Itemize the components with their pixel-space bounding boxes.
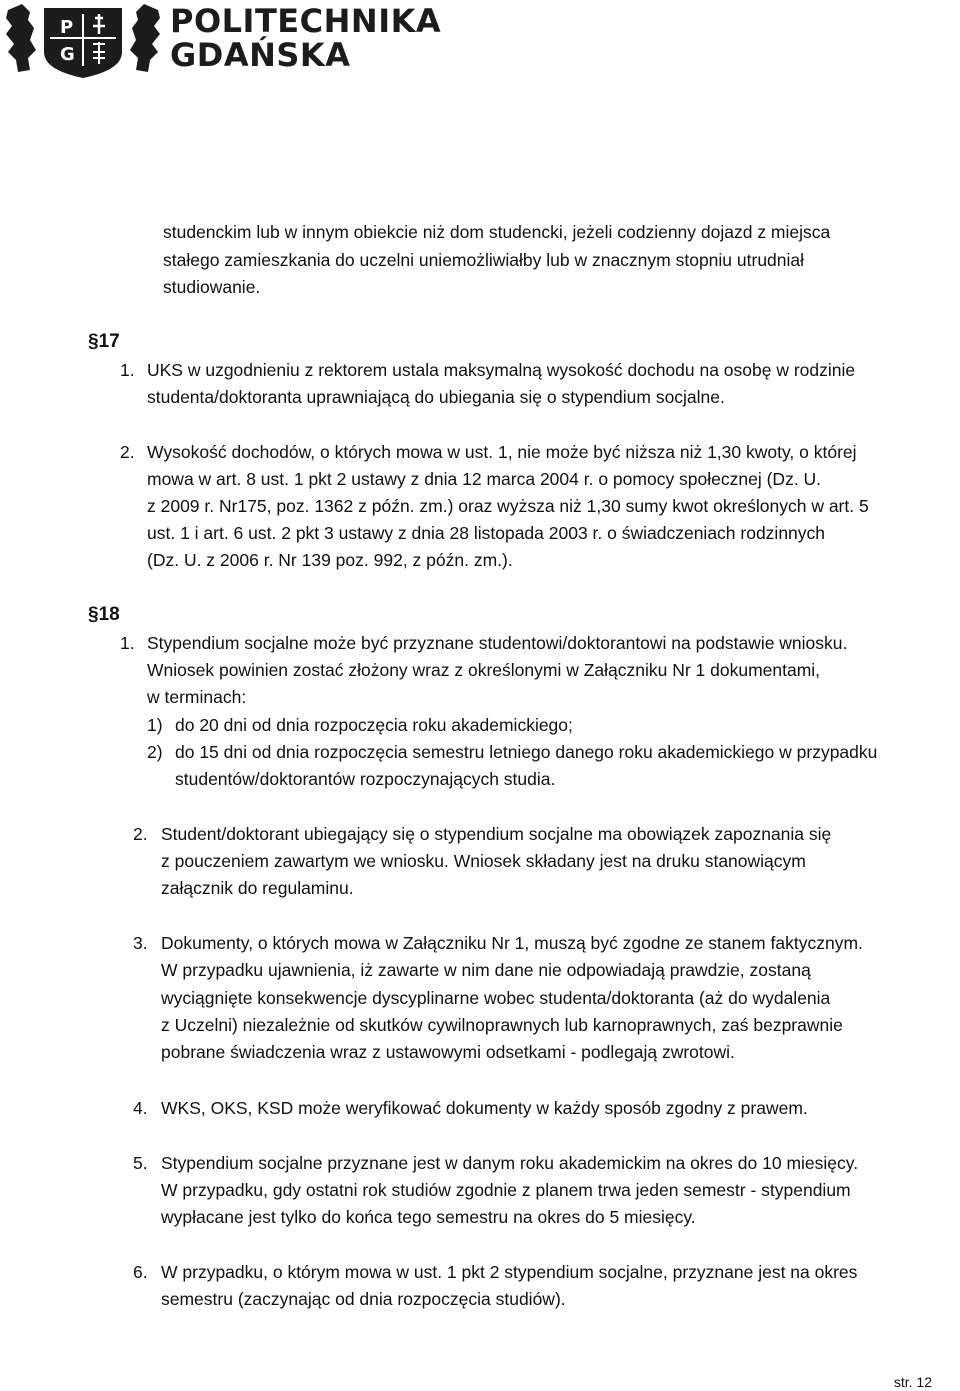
text-line: stałego zamieszkania do uczelni uniemożliwiałby lub w znacznym stopniu utrudniał: [163, 250, 805, 270]
text-line: WKS, OKS, KSD może weryfikować dokumenty w każdy sposób zgodny z prawem.: [161, 1098, 808, 1118]
text-line: studiowanie.: [163, 277, 261, 297]
list-number: 2.: [133, 824, 148, 844]
text-line: z 2009 r. Nr175, poz. 1362 z późn. zm.) oraz wyższa niż 1,30 sumy kwot określonych w art. 5: [147, 496, 869, 516]
list-number: 1): [147, 715, 163, 735]
list-number: 2.: [120, 442, 135, 462]
text-line: w terminach:: [147, 687, 247, 707]
text-line: do 15 dni od dnia rozpoczęcia semestru letniego danego roku akademickiego w przypadku: [175, 742, 878, 762]
emblem-letter-p: P: [60, 17, 74, 38]
text-line: Stypendium socjalne może być przyznane studentowi/doktorantowi na podstawie wniosku.: [147, 633, 848, 653]
logo-line-2: GDAŃSKA: [170, 36, 351, 74]
text-line: Dokumenty, o których mowa w Załączniku Nr 1, muszą być zgodne ze stanem faktycznym.: [161, 933, 863, 953]
text-line: wyciągnięte konsekwencje dyscyplinarne wobec studenta/doktoranta (aż do wydalenia: [161, 988, 831, 1008]
text-line: Wniosek powinien zostać złożony wraz z określonymi w Załączniku Nr 1 dokumentami,: [147, 660, 821, 680]
list-number: 2): [147, 742, 163, 762]
text-line: Student/doktorant ubiegający się o stypendium socjalne ma obowiązek zapoznania się: [161, 824, 832, 844]
text-line: ust. 1 i art. 6 ust. 2 pkt 3 ustawy z dnia 28 listopada 2003 r. o świadczeniach rodzinnych: [147, 523, 826, 543]
section-number: 18: [98, 604, 120, 625]
page-number: str. 12: [893, 1374, 932, 1390]
text-line: studentów/doktorantów rozpoczynających studia.: [175, 769, 556, 789]
text-line: studenta/doktoranta uprawniającą do ubiegania się o stypendium socjalne.: [147, 387, 725, 407]
text-line: wypłacane jest tylko do końca tego semestru na okres do 5 miesięcy.: [161, 1207, 696, 1227]
text-line: UKS w uzgodnieniu z rektorem ustala maksymalną wysokość dochodu na osobę w rodzinie: [147, 360, 856, 380]
text-line: semestru (zaczynając od dnia rozpoczęcia studiów).: [161, 1289, 566, 1309]
section-number: 17: [98, 331, 120, 352]
text-line: Wysokość dochodów, o których mowa w ust. 1, nie może być niższa niż 1,30 kwoty, o której: [147, 442, 857, 462]
list-number: 5.: [133, 1153, 148, 1173]
list-number: 3.: [133, 933, 148, 953]
text-line: W przypadku ujawnienia, iż zawarte w nim dane nie odpowiadają prawdzie, zostaną: [161, 960, 811, 980]
list-number: 1.: [120, 360, 135, 380]
text-line: W przypadku, gdy ostatni rok studiów zgodnie z planem trwa jeden semestr - stypendium: [161, 1180, 851, 1200]
text-line: Stypendium socjalne przyznane jest w danym roku akademickim na okres do 10 miesięcy.: [161, 1153, 859, 1173]
university-logo: [0, 0, 442, 80]
university-emblem-icon: [0, 0, 166, 80]
text-line: pobrane świadczenia wraz z ustawowymi odsetkami - podlegają zwrotowi.: [161, 1042, 735, 1062]
section-heading: §17: [88, 331, 120, 352]
emblem-letter-g: G: [60, 44, 75, 65]
list-number: 1.: [120, 633, 135, 653]
text-line: W przypadku, o którym mowa w ust. 1 pkt 2 stypendium socjalne, przyznane jest na okres: [161, 1262, 858, 1282]
text-line: (Dz. U. z 2006 r. Nr 139 poz. 992, z późn. zm.).: [147, 550, 513, 570]
text-line: z Uczelni) niezależnie od skutków cywilnoprawnych lub karnoprawnych, zaś bezprawnie: [161, 1015, 843, 1035]
logo-line-1: POLITECHNIKA: [170, 2, 442, 40]
text-line: z pouczeniem zawartym we wniosku. Wniosek składany jest na druku stanowiącym: [161, 851, 806, 871]
list-number: 6.: [133, 1262, 148, 1282]
text-line: studenckim lub w innym obiekcie niż dom studencki, jeżeli codzienny dojazd z miejsca: [163, 222, 831, 242]
text-line: do 20 dni od dnia rozpoczęcia roku akademickiego;: [175, 715, 573, 735]
text-line: mowa w art. 8 ust. 1 pkt 2 ustawy z dnia 12 marca 2004 r. o pomocy społecznej (Dz. U.: [147, 469, 822, 489]
section-heading: §18: [88, 604, 120, 625]
text-line: załącznik do regulaminu.: [161, 878, 354, 898]
logo-wordmark: [170, 4, 441, 72]
list-number: 4.: [133, 1098, 148, 1118]
